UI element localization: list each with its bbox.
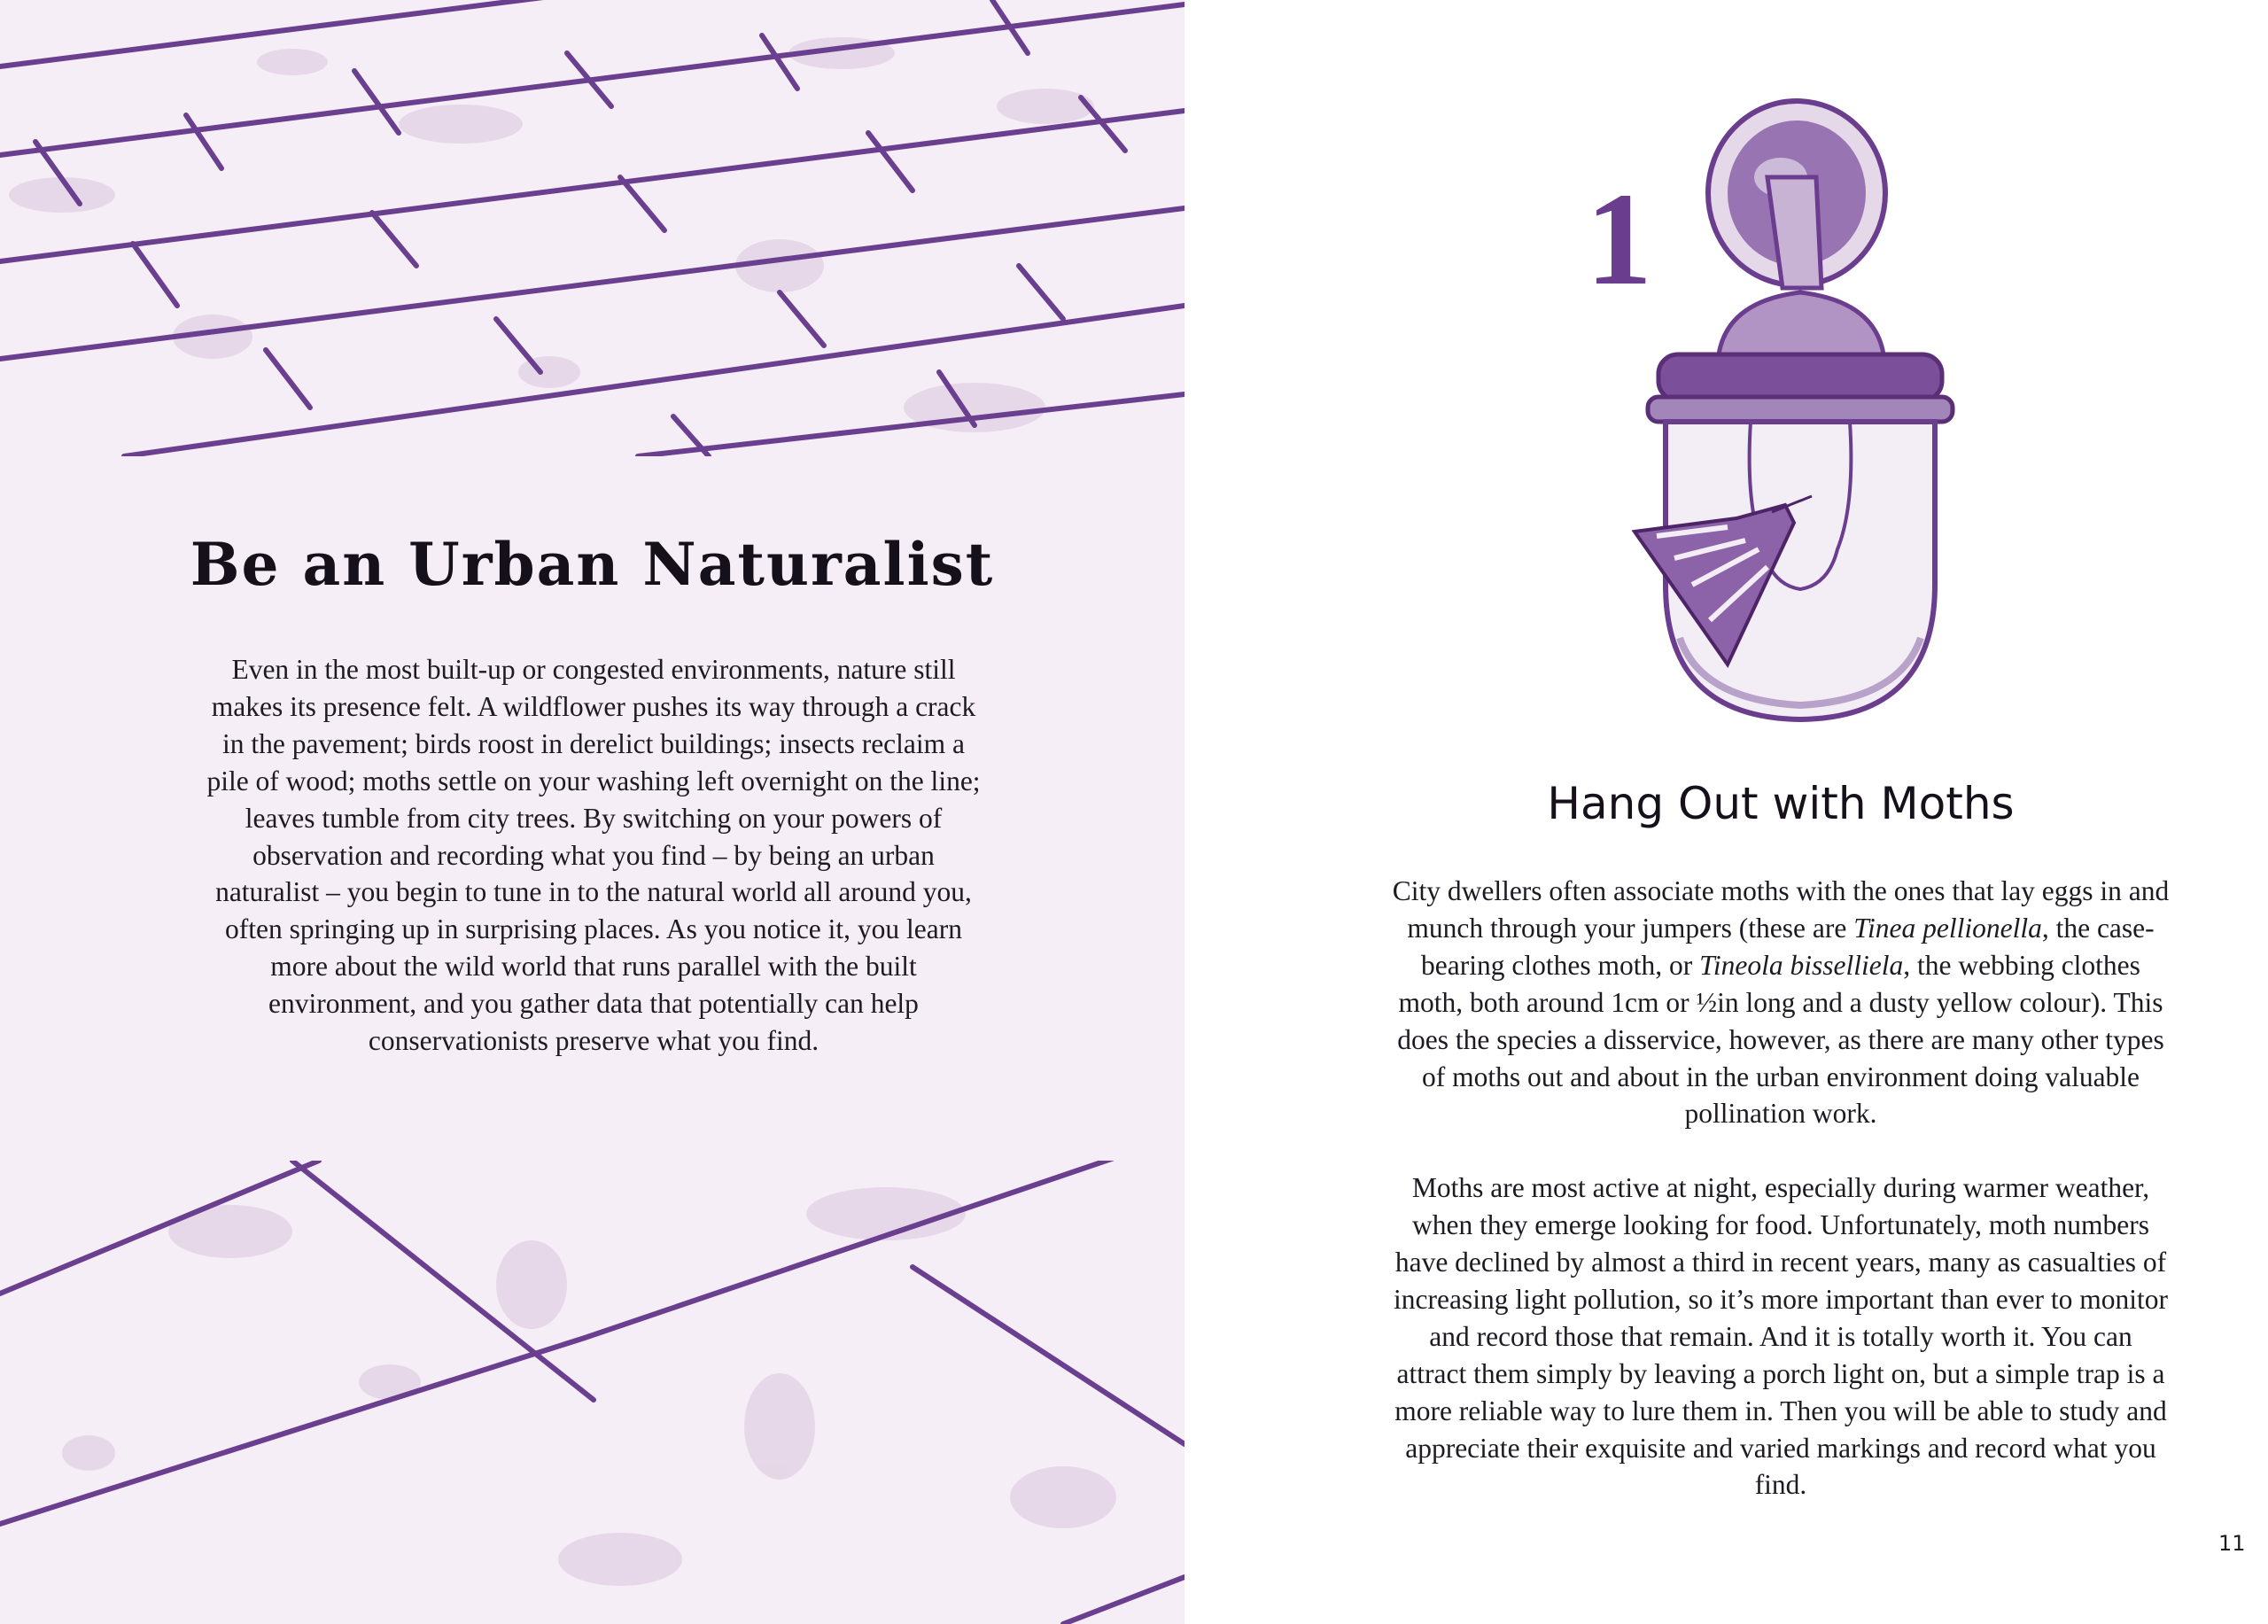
right-page-title: Hang Out with Moths	[1547, 778, 2015, 829]
paragraph-text: City dwellers often associate moths with the ones that lay eggs in and munch through your jumpers (these are	[1392, 875, 2170, 944]
pavement-tiles-top-illustration	[0, 0, 1184, 456]
paragraph-text: , the case-bearing clothes moth, or	[1421, 912, 2155, 981]
right-body-paragraph-1	[1391, 873, 2171, 1132]
right-body-paragraph-2: Moths are most active at night, especially during warmer weather, when they emerge looking for food. Unfortunately, moth numbers have declined by almost a third in recent years, many as casualties of increasing light pollution, so it’s more important than ever to monitor and record those that remain. And it is totally worth it. You can attract them simply by leaving a porch light on, but a simple trap is a more reliable way to lure them in. Then you will be able to study and appreciate their exquisite and varied markings and record what you find.	[1394, 1172, 2168, 1501]
species-name-tinea: Tinea pellionella	[1853, 912, 2042, 944]
page-number: 11	[2218, 1531, 2246, 1556]
left-page-title: Be an Urban Naturalist	[190, 530, 995, 599]
section-number: 1	[1586, 166, 1652, 313]
paragraph-text: , the webbing clothes moth, both around 1cm or ½in long and a dusty yellow colour). This does the species a disservice, however, as there are many other types of moths out and about in the urban environment doing valuable pollination work.	[1397, 949, 2164, 1130]
species-name-tineola: Tineola bisselliela	[1699, 949, 1904, 981]
porch-lamp-with-moth-illustration	[1595, 89, 2020, 762]
left-page-body-text: Even in the most built-up or congested environments, nature still makes its presence felt. A wildflower pushes its way through a crack in the pavement; birds roost in derelict buildings; insects reclaim a pile of wood; moths settle on your washing left overnight on the line; leaves tumble from city trees. By switching on your powers of observation and recording what you find – by being an urban naturalist – you begin to tune in to the natural world all around you, often springing up in surprising places. As you notice it, you learn more about the wild world that runs parallel with the built environment, and you gather data that potentially can help conservationists preserve what you find.	[206, 654, 981, 1057]
pavement-tiles-bottom-illustration	[0, 1161, 1184, 1624]
right-page-body-text	[1391, 873, 2171, 1504]
